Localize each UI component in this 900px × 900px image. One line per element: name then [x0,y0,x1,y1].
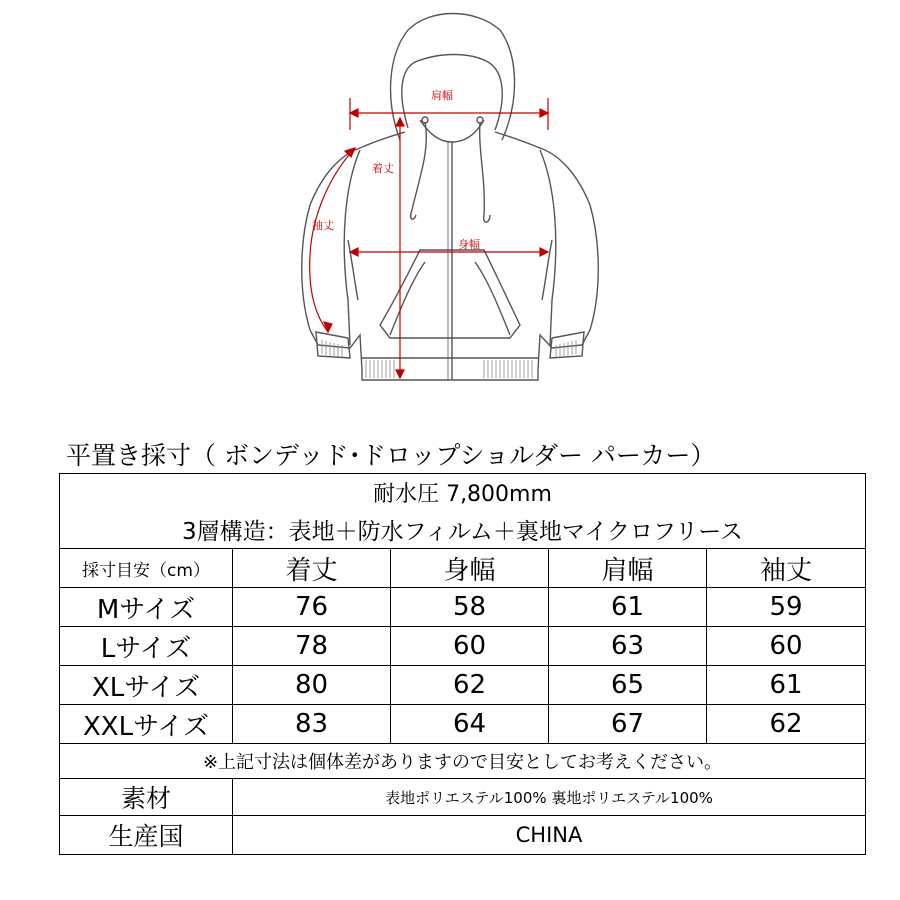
header-sleeve-length: 袖丈 [707,549,866,588]
hood-outline [391,14,515,141]
drawstring-right [480,122,490,222]
table-cell: 80 [233,666,391,705]
table-cell: 58 [391,588,549,627]
table-cell: 60 [391,627,549,666]
table-cell: 62 [707,705,866,744]
size-label: XLサイズ [60,666,233,705]
kangaroo-pocket [380,250,520,338]
table-row [60,666,866,705]
origin-value: CHINA [233,816,866,855]
size-label: Lサイズ [60,627,233,666]
table-row [60,627,866,666]
sleeve-label: 袖丈 [312,219,334,232]
header-body-width: 身幅 [391,549,549,588]
header-measure-guide: 採寸目安（cm） [60,549,233,588]
table-row [60,705,866,744]
table-cell: 63 [549,627,707,666]
shoulder-label: 肩幅 [431,89,453,102]
structure-text: 3層構造：表地＋防水フィルム＋裏地マイクロフリース [60,510,866,549]
size-note: ※上記寸法は個体差がありますので目安としてお考えください。 [60,744,866,779]
table-cell: 78 [233,627,391,666]
size-label: Mサイズ [60,588,233,627]
header-length: 着丈 [233,549,391,588]
length-label: 着丈 [372,162,394,175]
material-label: 素材 [60,779,233,816]
origin-label: 生産国 [60,816,233,855]
table-cell: 64 [391,705,549,744]
table-cell: 61 [707,666,866,705]
page-title: 平置き採寸（ ボンデッド･ドロップショルダー パーカー） [66,441,716,470]
size-table [59,473,866,855]
hoodie-diagram [0,0,900,400]
material-value: 表地ポリエステル100% 裏地ポリエステル100% [233,779,866,816]
table-cell: 61 [549,588,707,627]
header-shoulder-width: 肩幅 [549,549,707,588]
table-cell: 76 [233,588,391,627]
table-cell: 83 [233,705,391,744]
water-pressure-text: 耐水圧 7,800mm [60,474,866,511]
body-outline [302,132,599,380]
drawstring-left [411,122,427,219]
body-label: 身幅 [458,238,480,251]
table-cell: 62 [391,666,549,705]
table-cell: 60 [707,627,866,666]
table-cell: 59 [707,588,866,627]
size-label: XXLサイズ [60,705,233,744]
table-cell: 65 [549,666,707,705]
table-cell: 67 [549,705,707,744]
table-row [60,588,866,627]
